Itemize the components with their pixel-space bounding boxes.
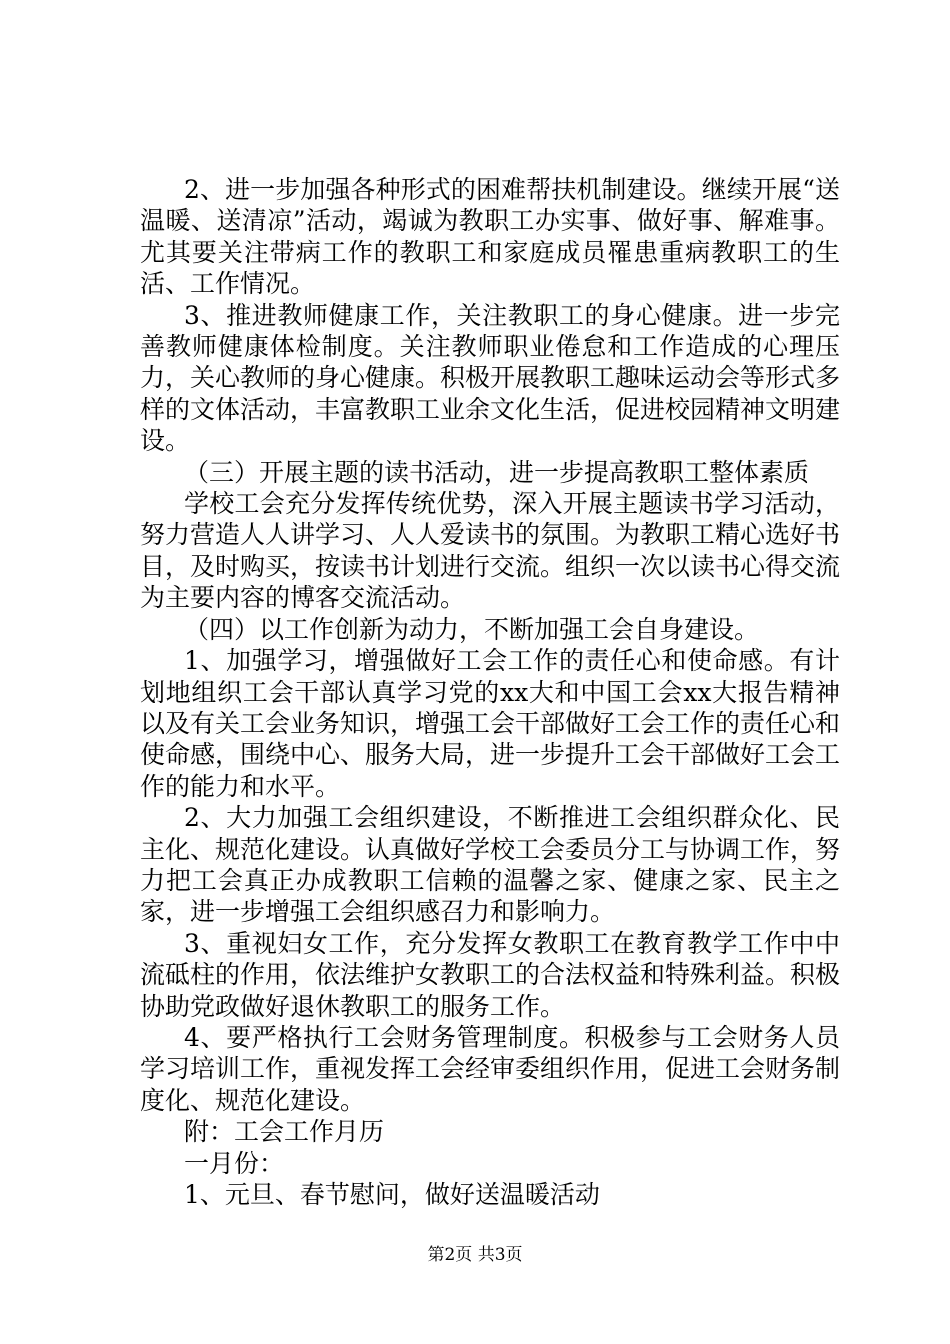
paragraph-finance-management: 4、要严格执行工会财务管理制度。积极参与工会财务人员学习培训工作，重视发挥工会经审委组织作用，促进工会财务制度化、规范化建设。 bbox=[140, 1022, 841, 1115]
month-heading-january: 一月份： bbox=[184, 1148, 285, 1178]
paragraph-teacher-health: 3、推进教师健康工作，关注教职工的身心健康。进一步完善教师健康体检制度。关注教师职业倦怠和工作造成的心理压力，关心教师的身心健康。积极开展教职工趣味运动会等形式多样的文体活动，丰富教职工业余文化生活，促进校园精神文明建设。 bbox=[140, 300, 841, 456]
paragraph-women-work: 3、重视妇女工作，充分发挥女教职工在教育教学工作中中流砥柱的作用，依法维护女教职工的合法权益和特殊利益。积极协助党政做好退休教职工的服务工作。 bbox=[140, 928, 841, 1021]
paragraph-organization-building: 2、大力加强工会组织建设，不断推进工会组织群众化、民主化、规范化建设。认真做好学校工会委员分工与协调工作，努力把工会真正办成教职工信赖的温馨之家、健康之家、民主之家，进一步增强工会组织感召力和影响力。 bbox=[140, 803, 841, 927]
paragraph-hardship-assistance: 2、进一步加强各种形式的困难帮扶机制建设。继续开展“送温暖、送清凉”活动，竭诚为教职工办实事、做好事、解难事。尤其要关注带病工作的教职工和家庭成员罹患重病教职工的生活、工作情况。 bbox=[140, 175, 840, 299]
calendar-item-january-1: 1、元旦、春节慰问，做好送温暖活动 bbox=[184, 1180, 600, 1209]
document-body bbox=[140, 174, 840, 1210]
appendix-heading: 附：工会工作月历 bbox=[184, 1117, 385, 1147]
paragraph-reading-activity: 学校工会充分发挥传统优势，深入开展主题读书学习活动，努力营造人人讲学习、人人爱读书的氛围。为教职工精心选好书目，及时购买，按读书计划进行交流。组织一次以读书心得交流为主要内容的博客交流活动。 bbox=[140, 489, 841, 613]
page-number-footer: 第2页 共3页 bbox=[427, 1245, 523, 1265]
section-heading-reading-activity: （三）开展主题的读书活动，进一步提高教职工整体素质 bbox=[184, 457, 810, 487]
paragraph-strengthen-learning: 1、加强学习，增强做好工会工作的责任心和使命感。有计划地组织工会干部认真学习党的xx大和中国工会xx大报告精神以及有关工会业务知识，增强工会干部做好工会工作的责任心和使命感，围绕中心、服务大局，进一步提升工会干部做好工会工作的能力和水平。 bbox=[140, 646, 841, 801]
section-heading-innovation: （四）以工作创新为动力，不断加强工会自身建设。 bbox=[184, 614, 760, 644]
